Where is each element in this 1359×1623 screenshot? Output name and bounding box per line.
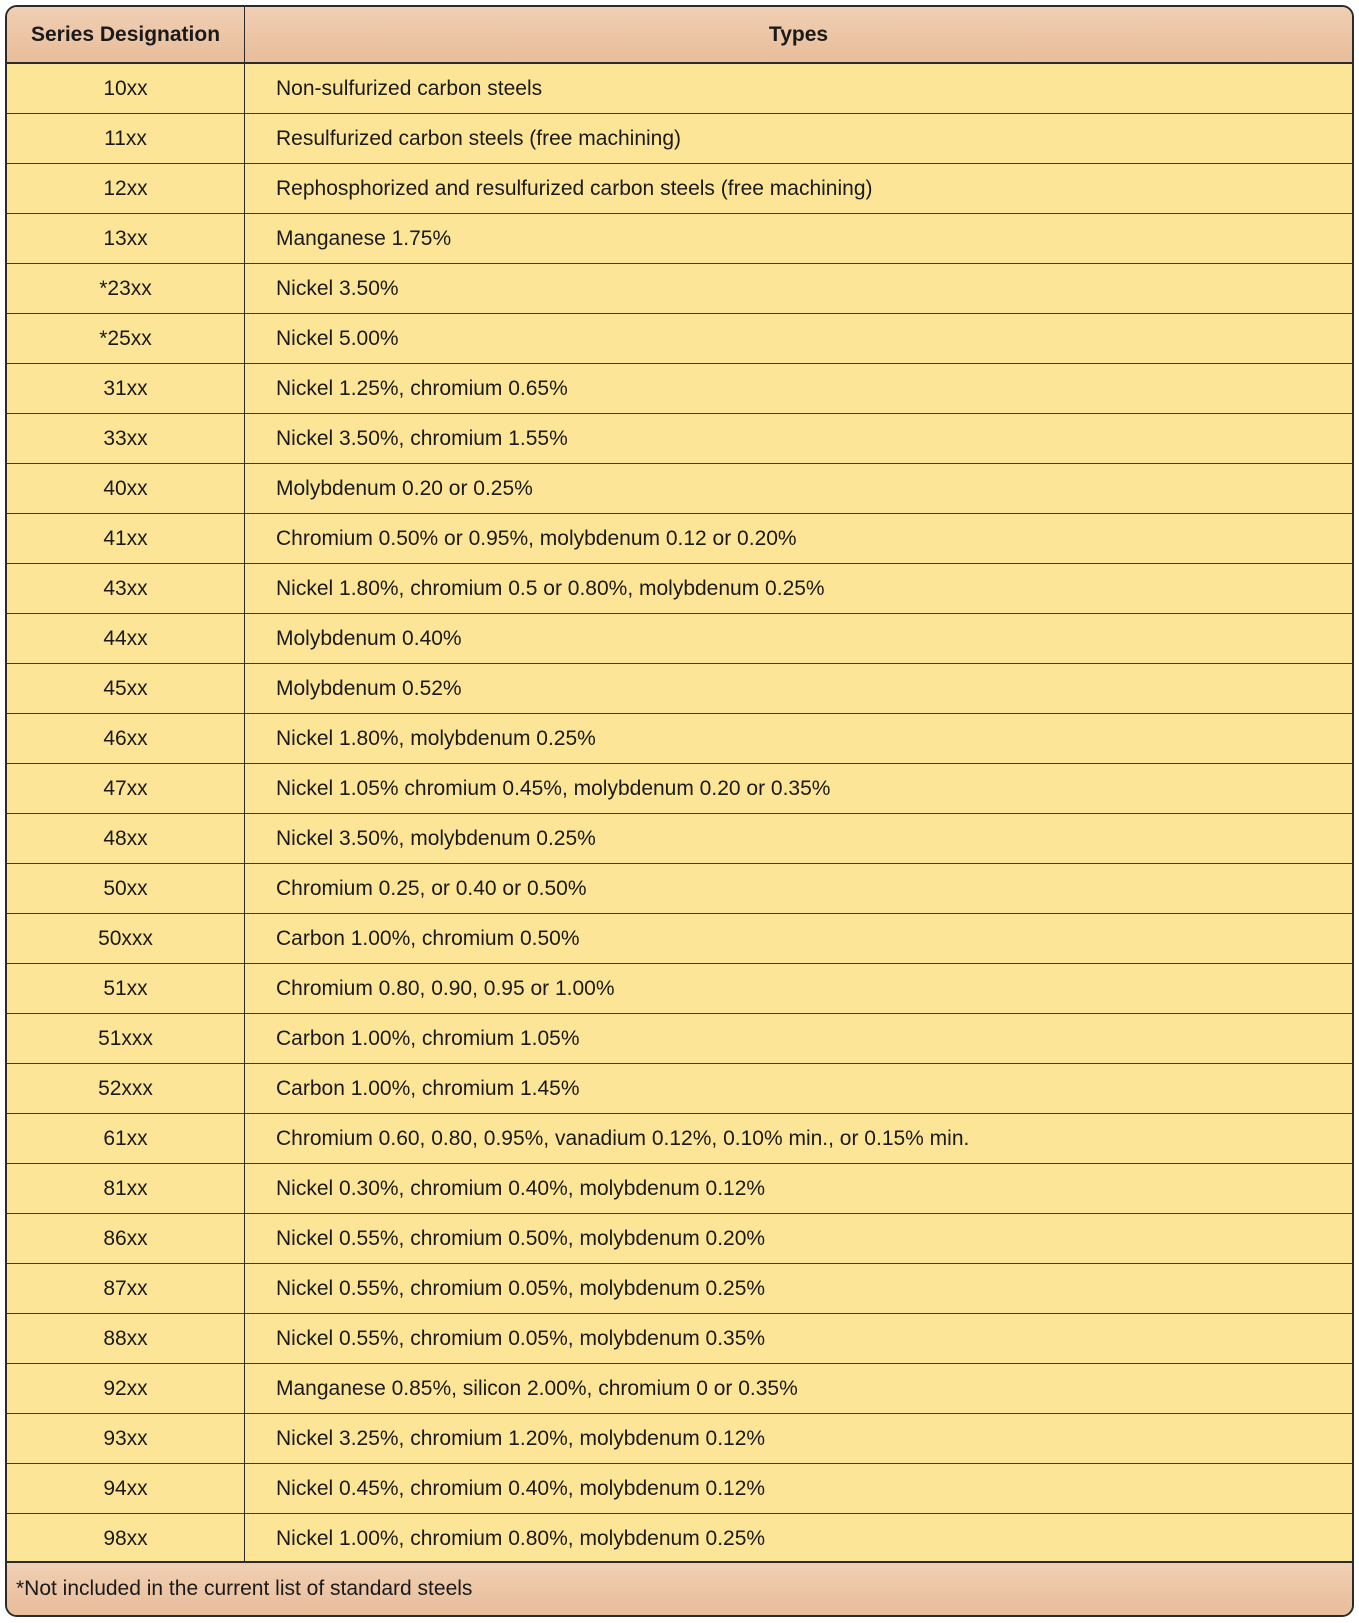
series-designation-cell: 48xx <box>7 814 245 863</box>
table-row <box>7 114 1352 164</box>
types-cell: Nickel 1.05% chromium 0.45%, molybdenum 0.20 or 0.35% <box>276 776 831 800</box>
types-cell: Nickel 1.25%, chromium 0.65% <box>276 376 568 400</box>
series-designation-cell: 33xx <box>7 414 245 463</box>
series-designation-cell: 46xx <box>7 714 245 763</box>
series-designation-cell: 10xx <box>7 64 245 113</box>
table-row <box>7 1164 1352 1214</box>
series-designation-cell: 45xx <box>7 664 245 713</box>
table-row <box>7 814 1352 864</box>
series-designation-cell: 50xx <box>7 864 245 913</box>
table-row <box>7 1364 1352 1414</box>
series-designation-cell: 61xx <box>7 1114 245 1163</box>
table-row <box>7 1264 1352 1314</box>
table-row <box>7 464 1352 514</box>
table-row <box>7 264 1352 314</box>
types-cell: Carbon 1.00%, chromium 1.05% <box>276 1026 580 1050</box>
types-cell: Nickel 1.00%, chromium 0.80%, molybdenum 0.25% <box>276 1527 766 1550</box>
types-cell: Chromium 0.60, 0.80, 0.95%, vanadium 0.12%, 0.10% min., or 0.15% min. <box>276 1126 970 1150</box>
table-row <box>7 1064 1352 1114</box>
types-cell: Nickel 0.55%, chromium 0.50%, molybdenum 0.20% <box>276 1226 766 1250</box>
series-designation-cell: 43xx <box>7 564 245 613</box>
series-designation-cell: 92xx <box>7 1364 245 1413</box>
table-row <box>7 1214 1352 1264</box>
types-cell: Non-sulfurized carbon steels <box>276 76 543 100</box>
table-row <box>7 364 1352 414</box>
types-cell: Nickel 5.00% <box>276 326 399 350</box>
types-cell: Manganese 1.75% <box>276 226 452 250</box>
types-cell: Nickel 3.50%, chromium 1.55% <box>276 426 568 450</box>
types-cell: Nickel 0.55%, chromium 0.05%, molybdenum 0.25% <box>276 1276 766 1300</box>
table-header <box>7 7 1352 64</box>
table-row <box>7 1414 1352 1464</box>
types-cell: Nickel 3.25%, chromium 1.20%, molybdenum 0.12% <box>276 1426 766 1450</box>
table-row <box>7 1114 1352 1164</box>
series-designation-cell: 47xx <box>7 764 245 813</box>
series-designation-cell: 41xx <box>7 514 245 563</box>
series-designation-cell: 88xx <box>7 1314 245 1363</box>
series-designation-cell: 86xx <box>7 1214 245 1263</box>
series-designation-cell: 11xx <box>7 114 245 163</box>
table-row <box>7 864 1352 914</box>
table-row <box>7 164 1352 214</box>
table-row <box>7 914 1352 964</box>
types-cell: Molybdenum 0.20 or 0.25% <box>276 476 533 500</box>
series-designation-cell: 81xx <box>7 1164 245 1213</box>
types-cell: Chromium 0.50% or 0.95%, molybdenum 0.12 or 0.20% <box>276 526 797 550</box>
table-body <box>7 64 1352 1564</box>
series-designation-cell: 51xxx <box>7 1014 245 1063</box>
header-types: Types <box>768 22 829 46</box>
types-cell: Nickel 0.55%, chromium 0.05%, molybdenum 0.35% <box>276 1326 766 1350</box>
table-row <box>7 1314 1352 1364</box>
series-designation-cell: 44xx <box>7 614 245 663</box>
header-series-designation: Series Designation <box>7 7 245 62</box>
table-row <box>7 64 1352 114</box>
table-row <box>7 964 1352 1014</box>
types-cell: Resulfurized carbon steels (free machining) <box>276 126 682 150</box>
series-designation-cell: 93xx <box>7 1414 245 1463</box>
table-row <box>7 214 1352 264</box>
types-cell: Nickel 3.50% <box>276 276 399 300</box>
table-row <box>7 614 1352 664</box>
types-cell: Chromium 0.25, or 0.40 or 0.50% <box>276 876 587 900</box>
series-designation-cell: *25xx <box>7 314 245 363</box>
series-designation-cell: 94xx <box>7 1464 245 1513</box>
series-designation-cell: 98xx <box>7 1514 245 1564</box>
series-designation-cell: 87xx <box>7 1264 245 1313</box>
table-row <box>7 714 1352 764</box>
table-footnote: *Not included in the current list of standard steels <box>7 1561 1352 1615</box>
types-cell: Nickel 1.80%, molybdenum 0.25% <box>276 726 596 750</box>
types-cell: Molybdenum 0.52% <box>276 676 462 700</box>
series-designation-cell: 50xxx <box>7 914 245 963</box>
table-row <box>7 314 1352 364</box>
types-cell: Manganese 0.85%, silicon 2.00%, chromium 0 or 0.35% <box>276 1376 798 1400</box>
table-row <box>7 764 1352 814</box>
steel-series-table <box>5 5 1354 1617</box>
types-cell: Carbon 1.00%, chromium 0.50% <box>276 926 580 950</box>
series-designation-cell: 12xx <box>7 164 245 213</box>
types-cell: Nickel 1.80%, chromium 0.5 or 0.80%, molybdenum 0.25% <box>276 576 825 600</box>
table-row <box>7 564 1352 614</box>
series-designation-cell: 40xx <box>7 464 245 513</box>
table-row <box>7 514 1352 564</box>
series-designation-cell: 13xx <box>7 214 245 263</box>
types-cell: Nickel 0.30%, chromium 0.40%, molybdenum 0.12% <box>276 1176 766 1200</box>
table-row <box>7 1514 1352 1564</box>
types-cell: Nickel 3.50%, molybdenum 0.25% <box>276 826 596 850</box>
series-designation-cell: 52xxx <box>7 1064 245 1113</box>
types-cell: Rephosphorized and resulfurized carbon steels (free machining) <box>276 176 873 200</box>
series-designation-cell: 31xx <box>7 364 245 413</box>
types-cell: Carbon 1.00%, chromium 1.45% <box>276 1076 580 1100</box>
types-cell: Molybdenum 0.40% <box>276 626 462 650</box>
table-row <box>7 1464 1352 1514</box>
table-row <box>7 1014 1352 1064</box>
series-designation-cell: 51xx <box>7 964 245 1013</box>
types-cell: Chromium 0.80, 0.90, 0.95 or 1.00% <box>276 976 615 1000</box>
table-row <box>7 414 1352 464</box>
types-cell: Nickel 0.45%, chromium 0.40%, molybdenum 0.12% <box>276 1476 766 1500</box>
series-designation-cell: *23xx <box>7 264 245 313</box>
table-row <box>7 664 1352 714</box>
